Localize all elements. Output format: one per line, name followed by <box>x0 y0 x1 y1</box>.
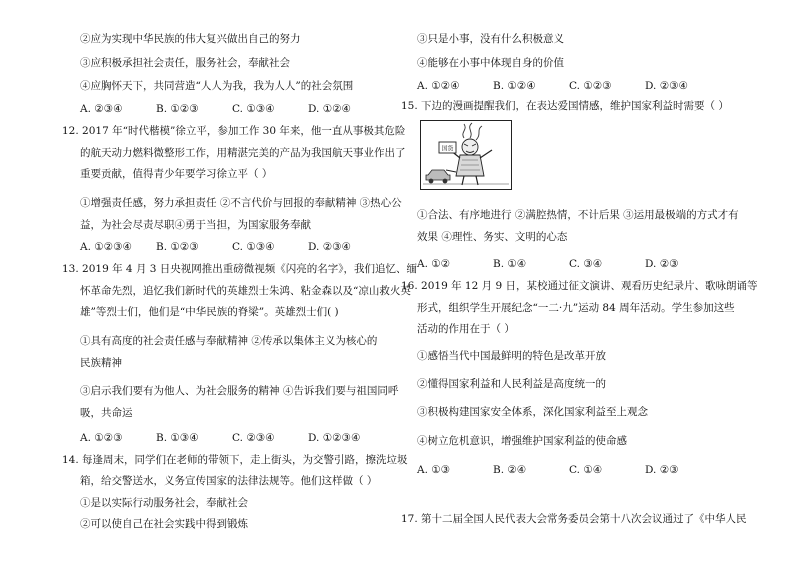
q11-item-3: ③应积极承担社会责任，服务社会，奉献社会 <box>80 57 290 69</box>
q12-option-c[interactable]: C. ①③④ <box>232 241 275 253</box>
cartoon-sign-text: 国货 <box>441 145 454 153</box>
q16-stem-line-2: 形式，组织学生开展纪念“一二·九”运动 84 周年活动。学生参加这些 <box>417 302 735 314</box>
q16-item-2: ②懂得国家利益和人民利益是高度统一的 <box>417 378 606 390</box>
q13-item-line-4: 吸，共命运 <box>80 407 133 419</box>
q14-option-d[interactable]: D. ②③④ <box>645 80 688 92</box>
q15-option-b[interactable]: B. ①④ <box>493 258 527 270</box>
q11-item-4: ④应胸怀天下，共同营造“人人为我，我为人人”的社会氛围 <box>80 80 354 92</box>
q16-stem-line-3: 活动的作用在于（ ） <box>417 323 515 335</box>
q12-stem-line-3: 重要贡献，值得青少年要学习徐立平（ ） <box>80 168 273 180</box>
q16-item-3: ③积极构建国家安全体系，深化国家利益至上观念 <box>417 406 648 418</box>
q12-stem-line-1: 12. 2017 年“时代楷模”徐立平，参加工作 30 年来，他一直从事极其危险 <box>62 125 406 137</box>
q16-option-a[interactable]: A. ①③ <box>417 464 451 476</box>
q12-item-line-2: 益，为社会尽责尽职④勇于当担，为国家服务奉献 <box>80 219 311 231</box>
q14-option-c[interactable]: C. ①②③ <box>569 80 612 92</box>
q15-option-a[interactable]: A. ①② <box>417 258 451 270</box>
q15-item-line-1: ①合法、有序地进行 ②满腔热情，不计后果 ③运用最极端的方式才有 <box>417 209 739 221</box>
q14-option-b[interactable]: B. ①②④ <box>493 80 536 92</box>
q13-stem-line-1: 13. 2019 年 4 月 3 日央视网推出重磅微视频《闪亮的名字》，我们追忆、缅 <box>62 263 418 275</box>
q16-stem-line-1: 16. 2019 年 12 月 9 日，某校通过征文演讲、观看历史纪录片、歌咏朗诵等 <box>401 280 758 292</box>
q12-item-line-1: ①增强责任感，努力承担责任 ②不言代价与回报的奉献精神 ③热心公 <box>80 197 402 209</box>
q17-stem: 17. 第十二届全国人民代表大会常务委员会第十八次会议通过了《中华人民 <box>401 513 747 525</box>
q15-stem: 15. 下边的漫画提醒我们，在表达爱国情感，维护国家利益时需要（ ） <box>401 100 729 112</box>
q11-option-d[interactable]: D. ①②④ <box>308 103 351 115</box>
q16-item-4: ④树立危机意识，增强维护国家利益的使命感 <box>417 435 627 447</box>
q16-item-1: ①感悟当代中国最鲜明的特色是改革开放 <box>417 350 606 362</box>
q13-item-line-2: 民族精神 <box>80 357 122 369</box>
q12-option-d[interactable]: D. ②③④ <box>308 241 351 253</box>
q12-option-b[interactable]: B. ①②③ <box>156 241 199 253</box>
q13-stem-line-2: 怀革命先烈，追忆我们新时代的英雄烈士朱鸿、粘金森以及“凉山救火英 <box>80 285 411 297</box>
q14-item-2: ②可以使自己在社会实践中得到锻炼 <box>80 518 248 530</box>
q14-stem-line-1: 14. 每逢周末，同学们在老师的带领下，走上街头，为交警引路，擦洗垃圾 <box>62 454 408 466</box>
q13-option-c[interactable]: C. ②③④ <box>232 432 275 444</box>
q13-item-line-1: ①具有高度的社会责任感与奉献精神 ②传承以集体主义为核心的 <box>80 335 378 347</box>
q11-option-c[interactable]: C. ①③④ <box>232 103 275 115</box>
q13-option-a[interactable]: A. ①②③ <box>80 432 123 444</box>
q11-option-b[interactable]: B. ①②③ <box>156 103 199 115</box>
q14-item-4: ④能够在小事中体现自身的价值 <box>417 57 564 69</box>
q13-stem-line-3: 雄”等烈士们，他们是“中华民族的脊梁”。英雄烈士们( ) <box>80 306 339 318</box>
q12-option-a[interactable]: A. ①②③④ <box>80 241 132 253</box>
q15-cartoon-image <box>420 120 512 190</box>
q16-option-d[interactable]: D. ②③ <box>645 464 679 476</box>
q13-option-b[interactable]: B. ①③④ <box>156 432 199 444</box>
q14-item-3: ③只是小事，没有什么积极意义 <box>417 33 564 45</box>
q15-item-line-2: 效果 ④理性、务实、文明的心态 <box>417 231 568 243</box>
q16-option-b[interactable]: B. ②④ <box>493 464 527 476</box>
q15-option-d[interactable]: D. ②③ <box>645 258 679 270</box>
q14-option-a[interactable]: A. ①②④ <box>417 80 460 92</box>
q14-stem-line-2: 箱，给交警送水，义务宣传国家的法律法规等。他们这样做（ ） <box>80 475 378 487</box>
q11-option-a[interactable]: A. ②③④ <box>80 103 123 115</box>
q12-stem-line-2: 的航天动力燃料微整形工作，用精湛完美的产品为我国航天事业作出了 <box>80 147 406 159</box>
q11-item-2: ②应为实现中华民族的伟大复兴做出自己的努力 <box>80 33 301 45</box>
q13-item-line-3: ③启示我们要有为他人、为社会服务的精神 ④告诉我们要与祖国同呼 <box>80 385 399 397</box>
q15-option-c[interactable]: C. ③④ <box>569 258 603 270</box>
q16-option-c[interactable]: C. ①④ <box>569 464 603 476</box>
q14-item-1: ①是以实际行动服务社会，奉献社会 <box>80 497 248 509</box>
q13-option-d[interactable]: D. ①②③④ <box>308 432 361 444</box>
